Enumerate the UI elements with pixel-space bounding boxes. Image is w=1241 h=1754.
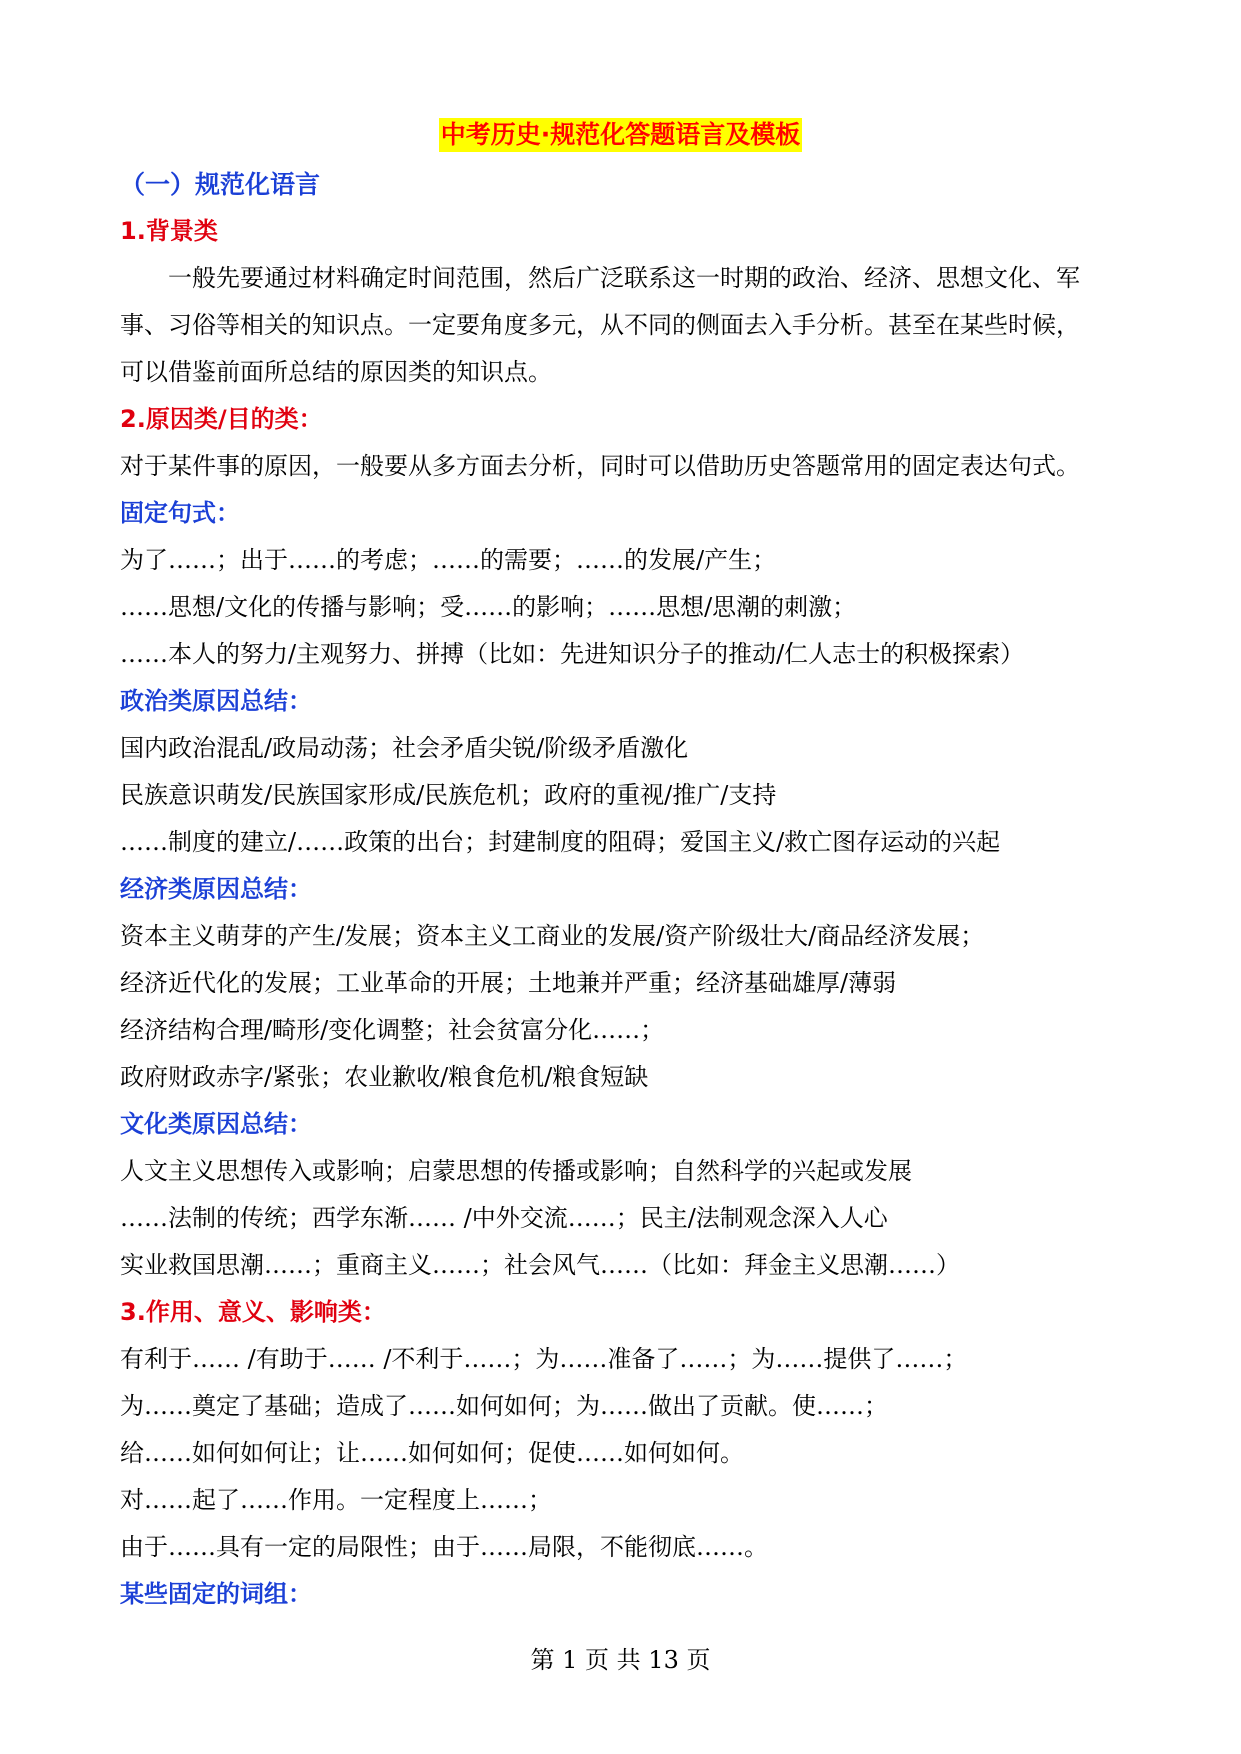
economic-line: 政府财政赤字/紧张；农业歉收/粮食危机/粮食短缺 bbox=[120, 1063, 649, 1091]
heading-cultural: 文化类原因总结： bbox=[120, 1110, 312, 1138]
fixed-line: ……本人的努力/主观努力、拼搏（比如：先进知识分子的推动/仁人志士的积极探索） bbox=[120, 640, 1025, 668]
economic-line: 资本主义萌芽的产生/发展；资本主义工商业的发展/资产阶级壮大/商品经济发展； bbox=[120, 922, 985, 950]
heading-political: 政治类原因总结： bbox=[120, 687, 312, 715]
economic-line: 经济结构合理/畸形/变化调整；社会贫富分化……； bbox=[120, 1016, 665, 1044]
heading-economic: 经济类原因总结： bbox=[120, 875, 312, 903]
heading-background: 1.背景类 bbox=[120, 217, 218, 245]
background-line: 一般先要通过材料确定时间范围，然后广泛联系这一时期的政治、经济、思想文化、军 bbox=[168, 264, 1080, 292]
political-line: 民族意识萌发/民族国家形成/民族危机；政府的重视/推广/支持 bbox=[120, 781, 777, 809]
section-heading-normative-language: （一）规范化语言 bbox=[120, 170, 321, 199]
cultural-line: ……法制的传统；西学东渐…… /中外交流……；民主/法制观念深入人心 bbox=[120, 1204, 888, 1232]
effect-line: 对……起了……作用。一定程度上……； bbox=[120, 1486, 552, 1514]
cultural-line: 实业救国思潮……；重商主义……；社会风气……（比如：拜金主义思潮……） bbox=[120, 1251, 960, 1279]
page-footer: 第 1 页 共 13 页 bbox=[530, 1646, 711, 1674]
heading-fixed-phrases: 固定句式： bbox=[120, 499, 240, 527]
title-wrap bbox=[0, 118, 1241, 152]
heading-fixed-word-groups: 某些固定的词组： bbox=[120, 1580, 312, 1608]
reason-intro: 对于某件事的原因，一般要从多方面去分析，同时可以借助历史答题常用的固定表达句式。 bbox=[120, 452, 1080, 480]
political-line: 国内政治混乱/政局动荡；社会矛盾尖锐/阶级矛盾激化 bbox=[120, 734, 689, 762]
fixed-line: 为了……；出于……的考虑；……的需要；……的发展/产生； bbox=[120, 546, 777, 574]
heading-reason: 2.原因类/目的类： bbox=[120, 405, 323, 433]
effect-line: 由于……具有一定的局限性；由于……局限，不能彻底……。 bbox=[120, 1533, 768, 1561]
effect-line: 为……奠定了基础；造成了……如何如何；为……做出了贡献。使……； bbox=[120, 1392, 888, 1420]
fixed-line: ……思想/文化的传播与影响；受……的影响；……思想/思潮的刺激； bbox=[120, 593, 857, 621]
effect-line: 有利于…… /有助于…… /不利于……；为……准备了……；为……提供了……； bbox=[120, 1345, 968, 1373]
effect-line: 给……如何如何让；让……如何如何；促使……如何如何。 bbox=[120, 1439, 744, 1467]
background-line: 可以借鉴前面所总结的原因类的知识点。 bbox=[120, 358, 552, 386]
political-line: ……制度的建立/……政策的出台；封建制度的阻碍；爱国主义/救亡图存运动的兴起 bbox=[120, 828, 1001, 856]
background-line: 事、习俗等相关的知识点。一定要角度多元，从不同的侧面去入手分析。甚至在某些时候， bbox=[120, 311, 1080, 339]
heading-effect: 3.作用、意义、影响类： bbox=[120, 1298, 386, 1326]
economic-line: 经济近代化的发展；工业革命的开展；土地兼并严重；经济基础雄厚/薄弱 bbox=[120, 969, 897, 997]
document-title: 中考历史·规范化答题语言及模板 bbox=[439, 118, 803, 152]
document-body bbox=[120, 161, 1130, 1618]
cultural-line: 人文主义思想传入或影响；启蒙思想的传播或影响；自然科学的兴起或发展 bbox=[120, 1157, 912, 1185]
